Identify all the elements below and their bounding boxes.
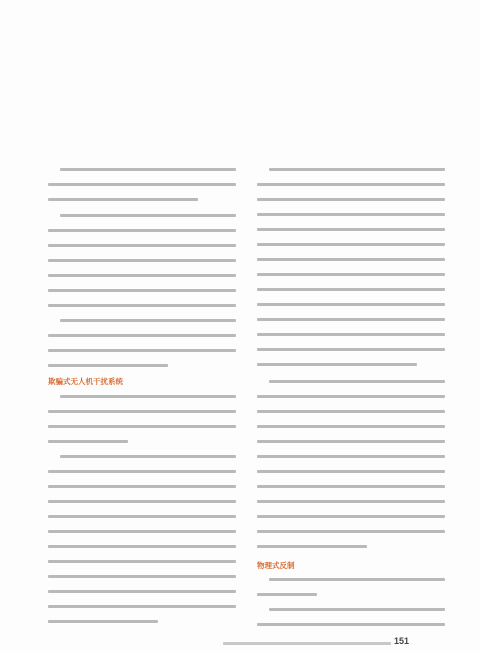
text-line <box>60 214 236 217</box>
text-line <box>48 229 236 232</box>
text-line <box>48 334 236 337</box>
text-line <box>48 274 236 277</box>
text-line <box>48 530 236 533</box>
text-line <box>257 623 445 626</box>
text-line <box>48 244 236 247</box>
text-line <box>269 578 445 581</box>
text-line <box>257 303 445 306</box>
text-line <box>257 530 445 533</box>
text-line <box>257 470 445 473</box>
text-line <box>48 440 128 443</box>
text-line <box>48 590 236 593</box>
section-heading: 物理式反制 <box>257 561 295 570</box>
text-line <box>48 500 236 503</box>
text-line <box>48 560 236 563</box>
text-line <box>60 319 236 322</box>
text-line <box>257 243 445 246</box>
text-line <box>48 515 236 518</box>
text-line <box>269 168 445 171</box>
text-line <box>257 183 445 186</box>
text-line <box>257 213 445 216</box>
footer-text <box>223 642 391 645</box>
text-line <box>257 288 445 291</box>
text-line <box>257 455 445 458</box>
text-line <box>48 198 198 201</box>
text-line <box>257 515 445 518</box>
text-line <box>48 620 158 623</box>
text-line <box>48 425 236 428</box>
text-line <box>257 198 445 201</box>
text-line <box>257 425 445 428</box>
text-line <box>48 470 236 473</box>
text-line <box>257 258 445 261</box>
text-line <box>257 395 445 398</box>
text-line <box>48 605 236 608</box>
text-line <box>257 363 417 366</box>
text-line <box>257 348 445 351</box>
text-line <box>257 485 445 488</box>
text-line <box>48 545 236 548</box>
text-line <box>257 500 445 503</box>
text-line <box>48 289 236 292</box>
section-heading: 欺骗式无人机干扰系统 <box>48 377 123 386</box>
text-line <box>48 364 168 367</box>
text-line <box>257 593 317 596</box>
text-line <box>48 349 236 352</box>
page-number: 151 <box>394 636 410 646</box>
text-line <box>48 304 236 307</box>
text-line <box>48 410 236 413</box>
text-line <box>60 455 236 458</box>
text-line <box>257 410 445 413</box>
text-line <box>60 168 236 171</box>
text-line <box>48 575 236 578</box>
text-line <box>48 485 236 488</box>
text-line <box>257 273 445 276</box>
text-line <box>48 183 236 186</box>
text-line <box>48 259 236 262</box>
text-line <box>257 545 367 548</box>
text-line <box>257 228 445 231</box>
text-line <box>257 318 445 321</box>
text-line <box>269 608 445 611</box>
text-line <box>269 380 445 383</box>
text-line <box>257 333 445 336</box>
text-line <box>60 395 236 398</box>
text-line <box>257 440 445 443</box>
